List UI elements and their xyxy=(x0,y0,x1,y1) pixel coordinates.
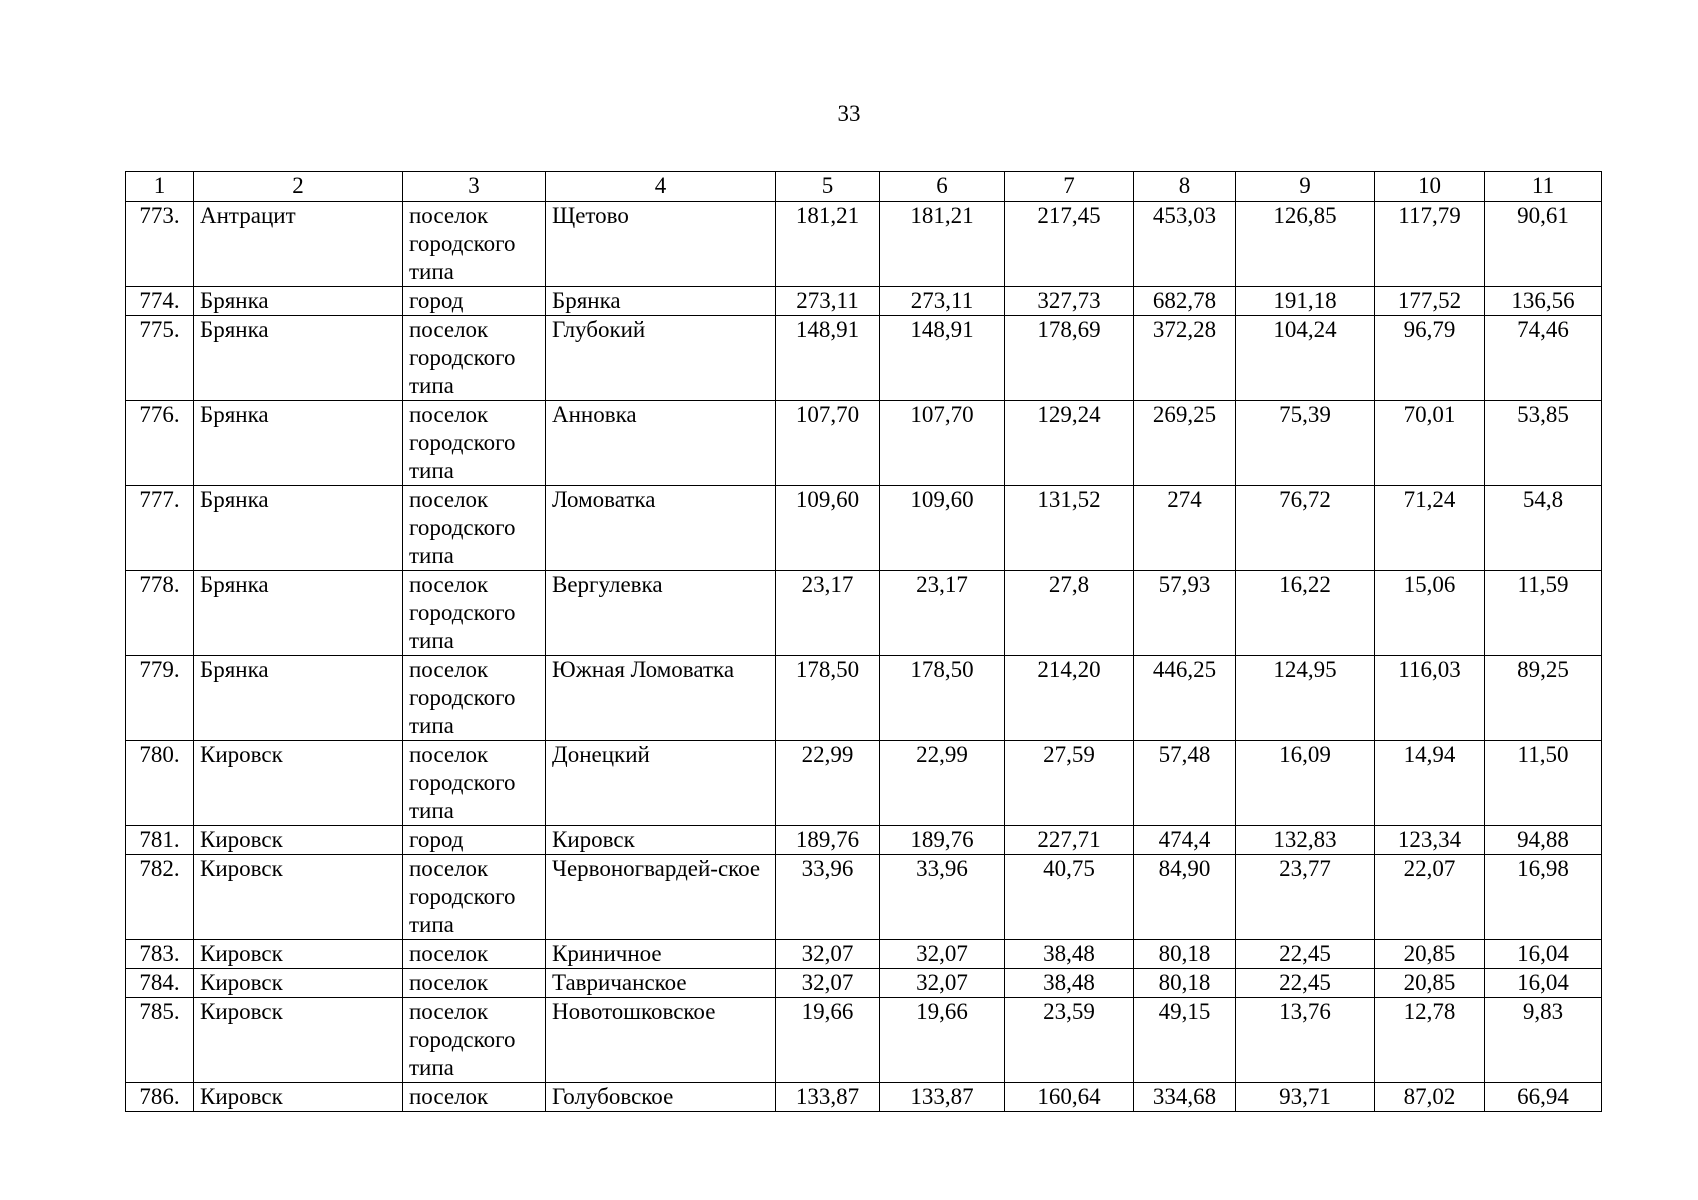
value-10-cell: 71,24 xyxy=(1375,486,1485,571)
district-cell: Кировск xyxy=(194,826,403,855)
row-index-cell: 773. xyxy=(126,202,194,287)
row-index-cell: 781. xyxy=(126,826,194,855)
settlement-name-cell: Ломоватка xyxy=(546,486,776,571)
row-index-cell: 786. xyxy=(126,1083,194,1112)
settlement-type-cell: поселок xyxy=(403,940,546,969)
value-11-cell: 89,25 xyxy=(1485,656,1602,741)
column-header-2: 2 xyxy=(194,172,403,202)
value-6-cell: 178,50 xyxy=(880,656,1005,741)
header-row xyxy=(126,172,1602,202)
column-header-4: 4 xyxy=(546,172,776,202)
district-cell: Брянка xyxy=(194,571,403,656)
table-row xyxy=(126,571,1602,656)
settlement-name-cell: Голубовское xyxy=(546,1083,776,1112)
settlement-name-cell: Глубокий xyxy=(546,316,776,401)
settlement-type-cell: поселок xyxy=(403,969,546,998)
value-7-cell: 40,75 xyxy=(1005,855,1134,940)
settlement-type-cell: поселок городского типа xyxy=(403,571,546,656)
column-header-10: 10 xyxy=(1375,172,1485,202)
district-cell: Брянка xyxy=(194,486,403,571)
table-row xyxy=(126,486,1602,571)
value-8-cell: 446,25 xyxy=(1134,656,1236,741)
value-7-cell: 27,8 xyxy=(1005,571,1134,656)
column-header-6: 6 xyxy=(880,172,1005,202)
district-cell: Кировск xyxy=(194,1083,403,1112)
row-index-cell: 782. xyxy=(126,855,194,940)
value-7-cell: 227,71 xyxy=(1005,826,1134,855)
value-5-cell: 148,91 xyxy=(776,316,880,401)
column-header-7: 7 xyxy=(1005,172,1134,202)
table-row xyxy=(126,741,1602,826)
settlement-type-cell: поселок городского типа xyxy=(403,202,546,287)
value-9-cell: 191,18 xyxy=(1236,287,1375,316)
value-9-cell: 104,24 xyxy=(1236,316,1375,401)
table-header xyxy=(126,172,1602,202)
table-row xyxy=(126,287,1602,316)
value-6-cell: 189,76 xyxy=(880,826,1005,855)
value-10-cell: 96,79 xyxy=(1375,316,1485,401)
value-11-cell: 90,61 xyxy=(1485,202,1602,287)
value-7-cell: 327,73 xyxy=(1005,287,1134,316)
value-9-cell: 22,45 xyxy=(1236,969,1375,998)
value-8-cell: 80,18 xyxy=(1134,940,1236,969)
settlement-type-cell: поселок городского типа xyxy=(403,486,546,571)
row-index-cell: 779. xyxy=(126,656,194,741)
data-table xyxy=(125,171,1602,1112)
value-5-cell: 107,70 xyxy=(776,401,880,486)
value-8-cell: 474,4 xyxy=(1134,826,1236,855)
value-8-cell: 682,78 xyxy=(1134,287,1236,316)
value-11-cell: 11,50 xyxy=(1485,741,1602,826)
value-9-cell: 16,22 xyxy=(1236,571,1375,656)
value-11-cell: 54,8 xyxy=(1485,486,1602,571)
settlement-type-cell: поселок городского типа xyxy=(403,741,546,826)
value-5-cell: 23,17 xyxy=(776,571,880,656)
value-7-cell: 23,59 xyxy=(1005,998,1134,1083)
settlement-type-cell: поселок городского типа xyxy=(403,316,546,401)
value-6-cell: 19,66 xyxy=(880,998,1005,1083)
value-5-cell: 22,99 xyxy=(776,741,880,826)
district-cell: Брянка xyxy=(194,316,403,401)
settlement-type-cell: поселок городского типа xyxy=(403,656,546,741)
district-cell: Кировск xyxy=(194,855,403,940)
value-8-cell: 57,48 xyxy=(1134,741,1236,826)
table-row xyxy=(126,656,1602,741)
district-cell: Брянка xyxy=(194,401,403,486)
settlement-type-cell: город xyxy=(403,287,546,316)
value-10-cell: 22,07 xyxy=(1375,855,1485,940)
value-5-cell: 109,60 xyxy=(776,486,880,571)
row-index-cell: 783. xyxy=(126,940,194,969)
value-5-cell: 189,76 xyxy=(776,826,880,855)
value-5-cell: 178,50 xyxy=(776,656,880,741)
value-11-cell: 74,46 xyxy=(1485,316,1602,401)
value-9-cell: 76,72 xyxy=(1236,486,1375,571)
row-index-cell: 776. xyxy=(126,401,194,486)
value-10-cell: 20,85 xyxy=(1375,969,1485,998)
value-9-cell: 126,85 xyxy=(1236,202,1375,287)
value-9-cell: 16,09 xyxy=(1236,741,1375,826)
value-7-cell: 178,69 xyxy=(1005,316,1134,401)
settlement-name-cell: Южная Ломоватка xyxy=(546,656,776,741)
value-9-cell: 75,39 xyxy=(1236,401,1375,486)
value-6-cell: 133,87 xyxy=(880,1083,1005,1112)
value-9-cell: 124,95 xyxy=(1236,656,1375,741)
value-11-cell: 66,94 xyxy=(1485,1083,1602,1112)
row-index-cell: 785. xyxy=(126,998,194,1083)
value-6-cell: 181,21 xyxy=(880,202,1005,287)
value-8-cell: 49,15 xyxy=(1134,998,1236,1083)
table-row xyxy=(126,1083,1602,1112)
table-row xyxy=(126,202,1602,287)
value-5-cell: 273,11 xyxy=(776,287,880,316)
settlement-name-cell: Новотошковское xyxy=(546,998,776,1083)
value-7-cell: 129,24 xyxy=(1005,401,1134,486)
settlement-name-cell: Щетово xyxy=(546,202,776,287)
column-header-11: 11 xyxy=(1485,172,1602,202)
settlement-name-cell: Кировск xyxy=(546,826,776,855)
value-8-cell: 80,18 xyxy=(1134,969,1236,998)
row-index-cell: 775. xyxy=(126,316,194,401)
column-header-8: 8 xyxy=(1134,172,1236,202)
district-cell: Кировск xyxy=(194,741,403,826)
settlement-type-cell: поселок городского типа xyxy=(403,401,546,486)
value-6-cell: 32,07 xyxy=(880,940,1005,969)
value-9-cell: 23,77 xyxy=(1236,855,1375,940)
value-5-cell: 32,07 xyxy=(776,969,880,998)
value-11-cell: 53,85 xyxy=(1485,401,1602,486)
table-row xyxy=(126,969,1602,998)
value-6-cell: 32,07 xyxy=(880,969,1005,998)
settlement-type-cell: город xyxy=(403,826,546,855)
value-9-cell: 93,71 xyxy=(1236,1083,1375,1112)
value-9-cell: 22,45 xyxy=(1236,940,1375,969)
value-6-cell: 148,91 xyxy=(880,316,1005,401)
value-7-cell: 214,20 xyxy=(1005,656,1134,741)
page-number: 33 xyxy=(837,101,861,126)
value-10-cell: 117,79 xyxy=(1375,202,1485,287)
district-cell: Кировск xyxy=(194,940,403,969)
value-8-cell: 453,03 xyxy=(1134,202,1236,287)
row-index-cell: 784. xyxy=(126,969,194,998)
value-6-cell: 22,99 xyxy=(880,741,1005,826)
table-row xyxy=(126,940,1602,969)
value-11-cell: 16,98 xyxy=(1485,855,1602,940)
district-cell: Брянка xyxy=(194,656,403,741)
value-11-cell: 16,04 xyxy=(1485,969,1602,998)
settlement-name-cell: Донецкий xyxy=(546,741,776,826)
value-6-cell: 273,11 xyxy=(880,287,1005,316)
value-9-cell: 132,83 xyxy=(1236,826,1375,855)
settlement-type-cell: поселок городского типа xyxy=(403,855,546,940)
value-10-cell: 14,94 xyxy=(1375,741,1485,826)
value-5-cell: 133,87 xyxy=(776,1083,880,1112)
column-header-1: 1 xyxy=(126,172,194,202)
column-header-5: 5 xyxy=(776,172,880,202)
value-11-cell: 136,56 xyxy=(1485,287,1602,316)
value-10-cell: 70,01 xyxy=(1375,401,1485,486)
settlement-name-cell: Анновка xyxy=(546,401,776,486)
value-8-cell: 84,90 xyxy=(1134,855,1236,940)
value-8-cell: 334,68 xyxy=(1134,1083,1236,1112)
district-cell: Антрацит xyxy=(194,202,403,287)
value-7-cell: 38,48 xyxy=(1005,969,1134,998)
value-6-cell: 33,96 xyxy=(880,855,1005,940)
value-5-cell: 32,07 xyxy=(776,940,880,969)
settlement-name-cell: Червоногвардей-ское xyxy=(546,855,776,940)
settlement-name-cell: Криничное xyxy=(546,940,776,969)
row-index-cell: 774. xyxy=(126,287,194,316)
value-10-cell: 15,06 xyxy=(1375,571,1485,656)
value-7-cell: 27,59 xyxy=(1005,741,1134,826)
settlement-name-cell: Тавричанское xyxy=(546,969,776,998)
table-row xyxy=(126,401,1602,486)
district-cell: Брянка xyxy=(194,287,403,316)
column-header-9: 9 xyxy=(1236,172,1375,202)
value-10-cell: 177,52 xyxy=(1375,287,1485,316)
column-header-3: 3 xyxy=(403,172,546,202)
settlement-name-cell: Вергулевка xyxy=(546,571,776,656)
settlement-type-cell: поселок xyxy=(403,1083,546,1112)
value-11-cell: 11,59 xyxy=(1485,571,1602,656)
value-8-cell: 274 xyxy=(1134,486,1236,571)
value-8-cell: 57,93 xyxy=(1134,571,1236,656)
table-body xyxy=(126,202,1602,1112)
row-index-cell: 778. xyxy=(126,571,194,656)
district-cell: Кировск xyxy=(194,998,403,1083)
value-11-cell: 94,88 xyxy=(1485,826,1602,855)
table-row xyxy=(126,855,1602,940)
value-7-cell: 131,52 xyxy=(1005,486,1134,571)
value-5-cell: 181,21 xyxy=(776,202,880,287)
value-9-cell: 13,76 xyxy=(1236,998,1375,1083)
value-6-cell: 109,60 xyxy=(880,486,1005,571)
row-index-cell: 777. xyxy=(126,486,194,571)
value-6-cell: 107,70 xyxy=(880,401,1005,486)
settlement-type-cell: поселок городского типа xyxy=(403,998,546,1083)
value-7-cell: 38,48 xyxy=(1005,940,1134,969)
value-11-cell: 16,04 xyxy=(1485,940,1602,969)
value-6-cell: 23,17 xyxy=(880,571,1005,656)
value-5-cell: 19,66 xyxy=(776,998,880,1083)
value-7-cell: 160,64 xyxy=(1005,1083,1134,1112)
value-10-cell: 116,03 xyxy=(1375,656,1485,741)
row-index-cell: 780. xyxy=(126,741,194,826)
value-8-cell: 372,28 xyxy=(1134,316,1236,401)
settlement-name-cell: Брянка xyxy=(546,287,776,316)
district-cell: Кировск xyxy=(194,969,403,998)
value-11-cell: 9,83 xyxy=(1485,998,1602,1083)
value-10-cell: 123,34 xyxy=(1375,826,1485,855)
table-row xyxy=(126,826,1602,855)
value-5-cell: 33,96 xyxy=(776,855,880,940)
value-8-cell: 269,25 xyxy=(1134,401,1236,486)
value-10-cell: 87,02 xyxy=(1375,1083,1485,1112)
table-row xyxy=(126,316,1602,401)
value-10-cell: 12,78 xyxy=(1375,998,1485,1083)
table-row xyxy=(126,998,1602,1083)
value-10-cell: 20,85 xyxy=(1375,940,1485,969)
value-7-cell: 217,45 xyxy=(1005,202,1134,287)
